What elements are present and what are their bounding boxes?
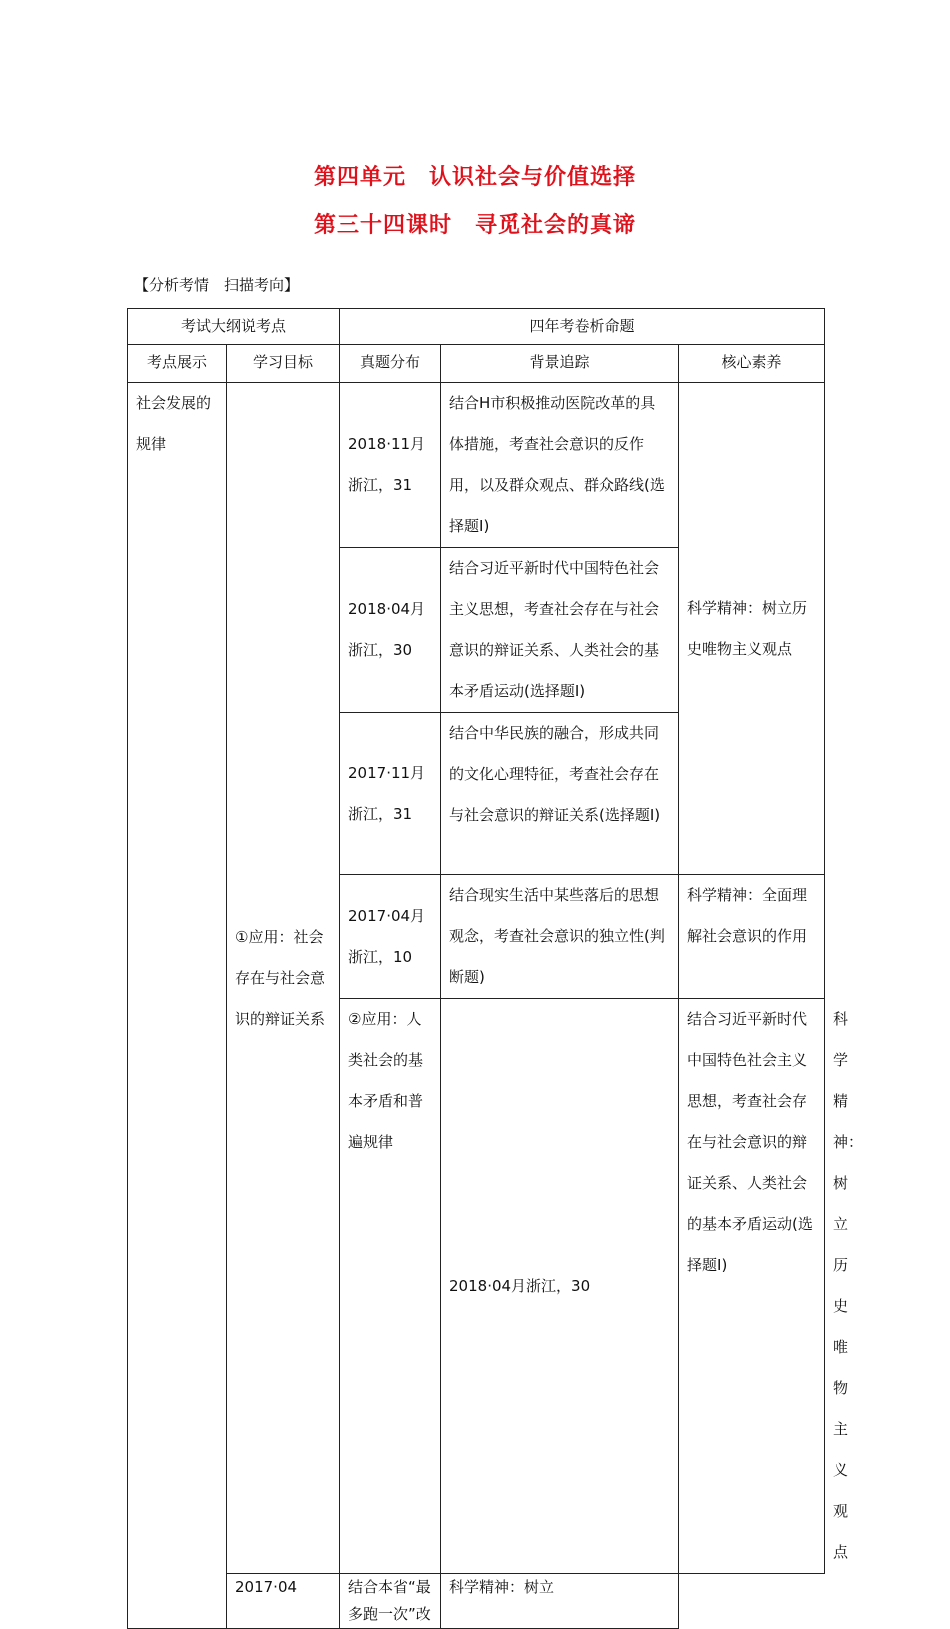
background-cell: 结合中华民族的融合，形成共同的文化心理特征，考查社会存在与社会意识的辩证关系(选择题Ⅰ)	[441, 713, 679, 875]
table-row: ②应用：人类社会的基本矛盾和普遍规律 2018·04月浙江，30 结合习近平新时代中国特色社会主义思想，考查社会存在与社会意识的辩证关系、人类社会的基本矛盾运动(选择题Ⅰ) 科学精神：树立历史唯物主义观点	[128, 999, 825, 1574]
unit-title: 第四单元 认识社会与价值选择	[313, 165, 636, 190]
literacy-cell: 科学精神：树立历史唯物主义观点	[679, 383, 825, 875]
table-header-row	[128, 309, 825, 345]
exam-cell: 2018·04月浙江，30	[441, 999, 679, 1574]
exam-cell: 2018·11月浙江，31	[340, 383, 441, 548]
exam-cell: 2017·04月浙江，10	[340, 875, 441, 999]
column-header: 考点展示	[128, 345, 227, 383]
exam-cell: 2018·04月浙江，30	[340, 548, 441, 713]
goal-cell: ①应用：社会存在与社会意识的辩证关系	[227, 383, 340, 1574]
literacy-cell: 科学精神：全面理解社会意识的作用	[679, 875, 825, 999]
background-cell: 结合H市积极推动医院改革的具体措施，考查社会意识的反作用，以及群众观点、群众路线(选择题Ⅰ)	[441, 383, 679, 548]
table-row	[128, 383, 825, 548]
background-cell: 结合习近平新时代中国特色社会主义思想，考查社会存在与社会意识的辩证关系、人类社会的基本矛盾运动(选择题Ⅰ)	[441, 548, 679, 713]
group-header-syllabus: 考试大纲说考点	[128, 309, 340, 345]
group-header-exam: 四年考卷析命题	[340, 309, 825, 345]
goal-cell: ②应用：人类社会的基本矛盾和普遍规律	[340, 999, 441, 1574]
topic-cell: 社会发展的规律	[128, 383, 227, 1629]
background-cell: 结合本省“最多跑一次”改	[340, 1574, 441, 1629]
table-row	[128, 1574, 825, 1629]
column-header: 真题分布	[340, 345, 441, 383]
exam-cell: 2017·11月浙江，31	[340, 713, 441, 875]
exam-analysis-table	[127, 308, 864, 1629]
exam-cell: 2017·04	[227, 1574, 340, 1629]
table-header-row	[128, 345, 825, 383]
literacy-cell: 科学精神：树立	[441, 1574, 679, 1629]
column-header: 背景追踪	[441, 345, 679, 383]
background-cell: 结合现实生活中某些落后的思想观念，考查社会意识的独立性(判断题)	[441, 875, 679, 999]
column-header: 核心素养	[679, 345, 825, 383]
background-cell: 结合习近平新时代中国特色社会主义思想，考查社会存在与社会意识的辩证关系、人类社会的基本矛盾运动(选择题Ⅰ)	[679, 999, 825, 1574]
column-header: 学习目标	[227, 345, 340, 383]
lesson-title: 第三十四课时 寻觅社会的真谛	[313, 213, 636, 238]
section-label: 【分析考情 扫描考向】	[134, 276, 300, 294]
